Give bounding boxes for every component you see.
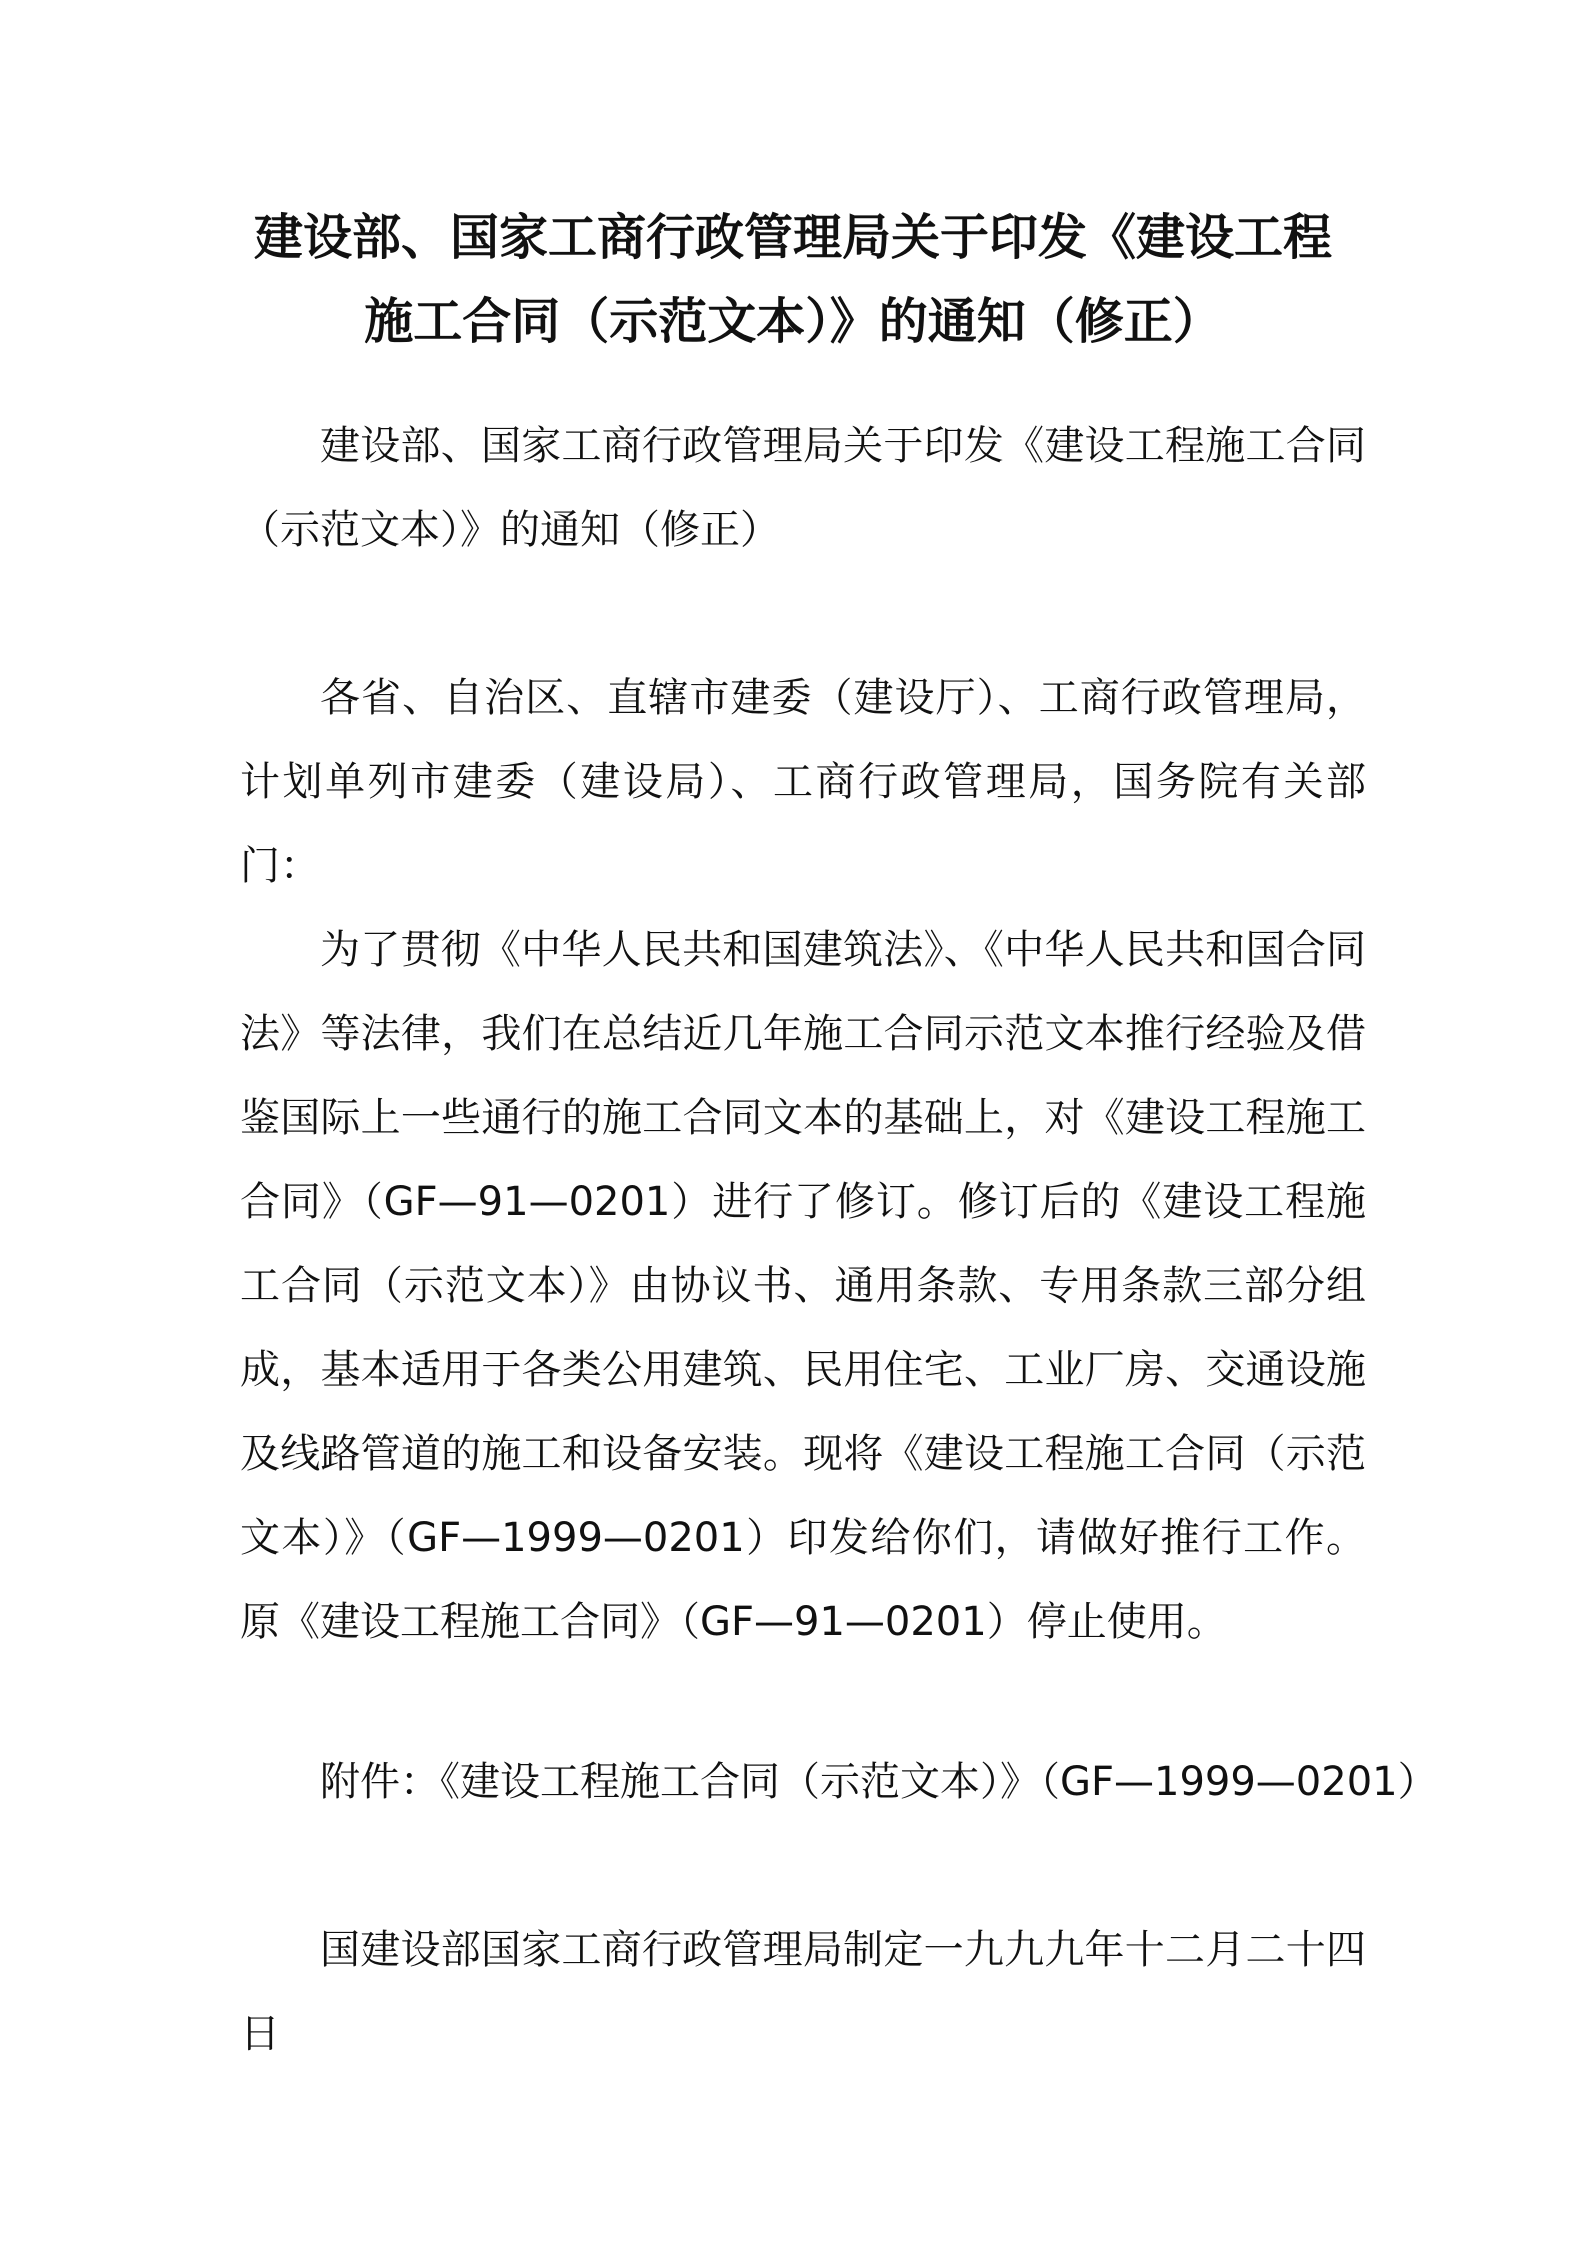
attachment-paragraph: 附件：《建设工程施工合同（示范文本）》（GF—1999—0201） <box>320 1759 1438 1805</box>
document-title: 建设部、国家工商行政管理局关于印发《建设工程施工合同（示范文本）》的通知（修正） <box>253 209 1332 350</box>
title-repeat-paragraph: 建设部、国家工商行政管理局关于印发《建设工程施工合同（示范文本）》的通知（修正） <box>240 423 1366 553</box>
signature-date-paragraph: 国建设部国家工商行政管理局制定一九九九年十二月二十四日 <box>240 1927 1366 2057</box>
body-paragraph: 为了贯彻《中华人民共和国建筑法》、《中华人民共和国合同法》等法律，我们在总结近几年施工合同示范文本推行经验及借鉴国际上一些通行的施工合同文本的基础上，对《建设工程施工合同》（GF—91—0201）进行了修订。修订后的《建设工程施工合同（示范文本）》由协议书、通用条款、专用条款三部分组成，基本适用于各类公用建筑、民用住宅、工业厂房、交通设施及线路管道的施工和设备安装。现将《建设工程施工合同（示范文本）》（GF—1999—0201）印发给你们，请做好推行工作。原《建设工程施工合同》（GF—91—0201）停止使用。 <box>240 927 1366 1645</box>
addressee-paragraph: 各省、自治区、直辖市建委（建设厅）、工商行政管理局，计划单列市建委（建设局）、工商行政管理局，国务院有关部门： <box>240 675 1366 889</box>
